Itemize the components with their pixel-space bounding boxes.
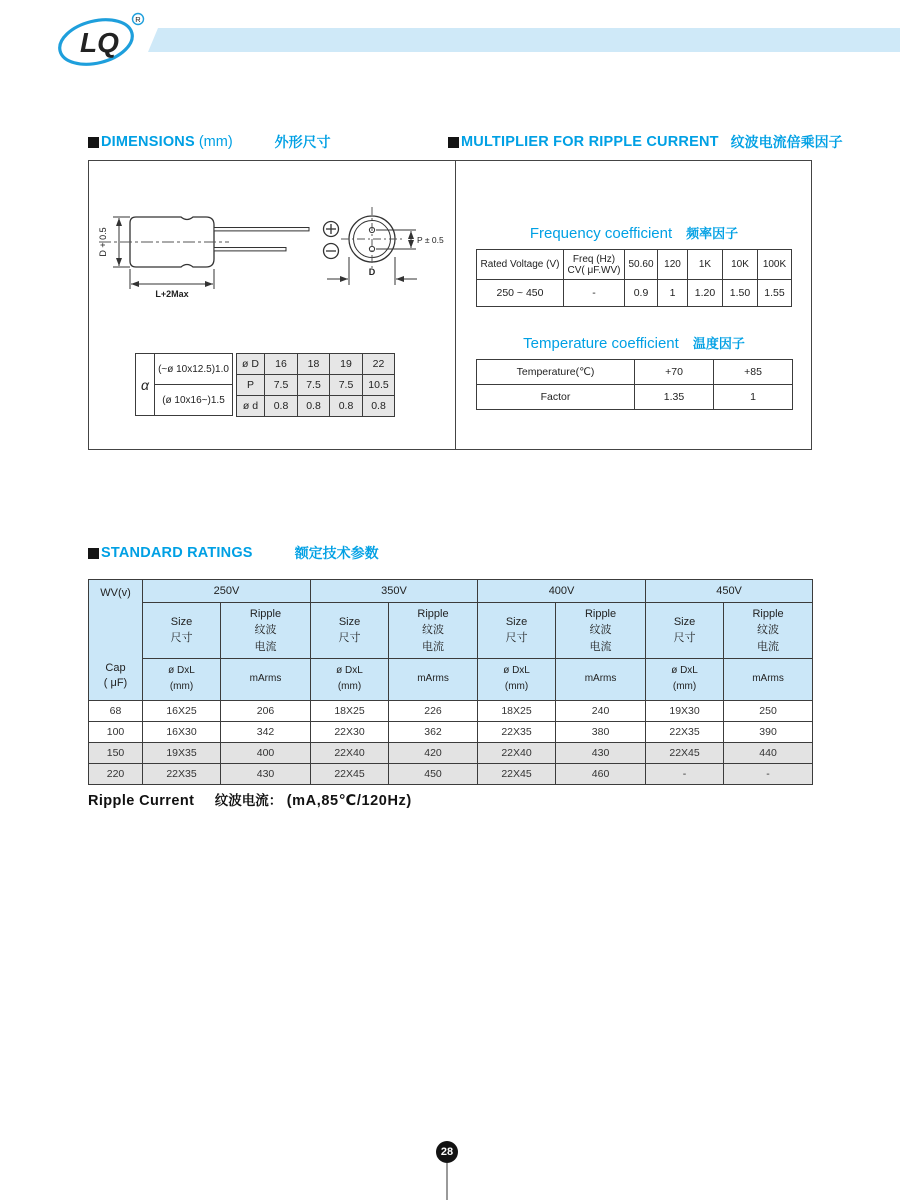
cap-value: 68 bbox=[89, 701, 143, 722]
voltage-group-header: 450V bbox=[646, 580, 813, 603]
marms-header: mArms bbox=[556, 658, 646, 700]
cell: (~ø 10x12.5)1.0 bbox=[155, 354, 233, 385]
cell: +85 bbox=[714, 360, 793, 385]
cell: 19X30 bbox=[646, 701, 724, 722]
ripple-en: Ripple bbox=[417, 607, 449, 620]
dxl-line1: ø DxL bbox=[168, 665, 195, 677]
cell: 250 bbox=[724, 701, 813, 722]
row-label: Temperature(℃) bbox=[477, 360, 635, 385]
registered-mark: R bbox=[135, 15, 141, 24]
col-header: 50.60 bbox=[625, 250, 658, 280]
square-bullet-icon bbox=[448, 137, 459, 148]
temperature-coefficient-title bbox=[476, 333, 792, 352]
ratings-title-cn: 额定技术参数 bbox=[294, 545, 379, 561]
wv-label: WV(v) bbox=[100, 587, 131, 599]
dimensions-multiplier-panel bbox=[88, 160, 812, 450]
ripple-cn1: 纹波 bbox=[254, 624, 277, 637]
col-header: 120 bbox=[658, 250, 688, 280]
ripple-en: Ripple bbox=[249, 607, 282, 620]
marms-header: mArms bbox=[389, 658, 478, 700]
frequency-coefficient-title bbox=[476, 223, 792, 242]
cell: 18 bbox=[298, 354, 330, 375]
size-header bbox=[143, 603, 221, 658]
voltage-group-header: 400V bbox=[478, 580, 646, 603]
dxl-line1: ø DxL bbox=[336, 665, 363, 677]
cell: 1.50 bbox=[723, 280, 758, 307]
cell: 22X30 bbox=[311, 722, 389, 743]
frequency-title-cn: 频率因子 bbox=[686, 226, 739, 241]
col-header: Rated Voltage (V) bbox=[477, 250, 564, 280]
table-row bbox=[89, 722, 813, 743]
cell: 22 bbox=[363, 354, 395, 375]
ripple-cn2: 电流 bbox=[589, 640, 612, 653]
row-label: ø d bbox=[237, 396, 265, 417]
cell: 450 bbox=[389, 764, 478, 785]
cell: - bbox=[646, 764, 724, 785]
alpha-coefficient-table bbox=[135, 353, 233, 416]
cell: 22X35 bbox=[646, 722, 724, 743]
cell: 0.8 bbox=[330, 396, 363, 417]
cap-value: 100 bbox=[89, 722, 143, 743]
cell: 1.55 bbox=[758, 280, 792, 307]
dxl-line1: ø DxL bbox=[503, 665, 530, 677]
cell: 206 bbox=[221, 701, 311, 722]
cell: 0.9 bbox=[625, 280, 658, 307]
cell: 10.5 bbox=[363, 375, 395, 396]
cell: 18X25 bbox=[478, 701, 556, 722]
cell: 7.5 bbox=[298, 375, 330, 396]
header-bar bbox=[148, 28, 900, 52]
panel-divider bbox=[455, 161, 456, 449]
dxl-header bbox=[311, 658, 389, 700]
cell: - bbox=[724, 764, 813, 785]
capacitor-lead-bottom bbox=[214, 248, 286, 251]
cell: 22X45 bbox=[311, 764, 389, 785]
col-header bbox=[564, 250, 625, 280]
multiplier-title-cn: 纹波电流倍乘因子 bbox=[730, 134, 843, 150]
cell: 0.8 bbox=[298, 396, 330, 417]
lead-dimension-table bbox=[236, 353, 395, 417]
multiplier-heading bbox=[448, 132, 843, 152]
col-header: 10K bbox=[723, 250, 758, 280]
ratings-heading bbox=[88, 543, 379, 563]
cell: 250 ~ 450 bbox=[477, 280, 564, 307]
cell: 16 bbox=[265, 354, 298, 375]
ratings-title: STANDARD RATINGS bbox=[101, 545, 253, 561]
cap-label bbox=[104, 661, 127, 691]
cell: 390 bbox=[724, 722, 813, 743]
square-bullet-icon bbox=[88, 548, 99, 559]
cell: 16X30 bbox=[143, 722, 221, 743]
ripple-cn1: 纹波 bbox=[757, 624, 780, 637]
logo-text: LQ bbox=[80, 27, 119, 58]
ripple-current-note bbox=[88, 789, 412, 810]
cell: 1.35 bbox=[635, 385, 714, 410]
cell: 226 bbox=[389, 701, 478, 722]
col-header: 1K bbox=[688, 250, 723, 280]
marms-header: mArms bbox=[221, 658, 311, 700]
size-header bbox=[311, 603, 389, 658]
size-en: Size bbox=[673, 615, 696, 628]
cell: 22X35 bbox=[143, 764, 221, 785]
frequency-title-en: Frequency coefficient bbox=[529, 225, 673, 242]
cap-line1: Cap bbox=[105, 662, 126, 675]
cell: +70 bbox=[635, 360, 714, 385]
cap-value: 220 bbox=[89, 764, 143, 785]
table-row bbox=[89, 764, 813, 785]
ripple-note-cn: 纹波电流： bbox=[214, 793, 283, 808]
ripple-header bbox=[221, 603, 311, 658]
table-row bbox=[89, 743, 813, 764]
voltage-group-header: 250V bbox=[143, 580, 311, 603]
cell: 22X40 bbox=[311, 743, 389, 764]
alpha-symbol: α bbox=[136, 354, 155, 416]
cell: 19 bbox=[330, 354, 363, 375]
cell: 7.5 bbox=[330, 375, 363, 396]
cell: 1.20 bbox=[688, 280, 723, 307]
wv-cap-header bbox=[89, 580, 143, 701]
cell: 400 bbox=[221, 743, 311, 764]
footer-divider-line bbox=[446, 1163, 448, 1200]
diameter-dimension-label: D + 0.5 bbox=[98, 227, 108, 257]
standard-ratings-table bbox=[88, 579, 813, 785]
cell: 22X45 bbox=[646, 743, 724, 764]
dxl-header bbox=[646, 658, 724, 700]
marms-header: mArms bbox=[724, 658, 813, 700]
col-header: 100K bbox=[758, 250, 792, 280]
freq-header-line1: Freq (Hz) bbox=[572, 253, 616, 265]
capacitor-lead-top bbox=[214, 228, 309, 231]
voltage-group-header: 350V bbox=[311, 580, 478, 603]
temperature-coefficient-table bbox=[476, 359, 793, 410]
dimensions-heading bbox=[88, 132, 331, 152]
ripple-header bbox=[556, 603, 646, 658]
cell: 240 bbox=[556, 701, 646, 722]
table-row bbox=[89, 701, 813, 722]
multiplier-title: MULTIPLIER FOR RIPPLE CURRENT bbox=[461, 134, 719, 150]
ripple-note-spec: (mA,85℃/120Hz) bbox=[286, 793, 412, 809]
size-en: Size bbox=[505, 615, 528, 628]
cell: 1 bbox=[658, 280, 688, 307]
dimensions-unit: (mm) bbox=[198, 134, 233, 150]
frequency-coefficient-table bbox=[476, 249, 792, 307]
ripple-cn1: 纹波 bbox=[422, 624, 445, 637]
cell: 22X40 bbox=[478, 743, 556, 764]
ripple-cn1: 纹波 bbox=[589, 624, 612, 637]
positive-polarity-icon bbox=[324, 222, 339, 237]
cell: 22X45 bbox=[478, 764, 556, 785]
temperature-title-cn: 温度因子 bbox=[692, 336, 745, 351]
cell: 0.8 bbox=[265, 396, 298, 417]
temperature-title-en: Temperature coefficient bbox=[523, 335, 679, 352]
dxl-line2: (mm) bbox=[337, 681, 362, 693]
size-cn: 尺寸 bbox=[170, 632, 193, 645]
cell: (ø 10x16~)1.5 bbox=[155, 385, 233, 416]
dxl-header bbox=[143, 658, 221, 700]
cell: 460 bbox=[556, 764, 646, 785]
cell: 362 bbox=[389, 722, 478, 743]
cell: 19X35 bbox=[143, 743, 221, 764]
square-bullet-icon bbox=[88, 137, 99, 148]
ripple-header bbox=[389, 603, 478, 658]
ripple-cn2: 电流 bbox=[422, 640, 445, 653]
size-header bbox=[646, 603, 724, 658]
cap-line2: ( μF) bbox=[103, 677, 128, 690]
cap-value: 150 bbox=[89, 743, 143, 764]
dxl-line2: (mm) bbox=[169, 681, 194, 693]
pitch-dimension-label: P ± 0.5 bbox=[417, 235, 444, 245]
cell: 1 bbox=[714, 385, 793, 410]
dimensions-title-cn: 外形尺寸 bbox=[274, 134, 331, 150]
size-cn: 尺寸 bbox=[673, 632, 696, 645]
capacitor-drawing bbox=[89, 161, 455, 351]
dxl-header bbox=[478, 658, 556, 700]
company-logo bbox=[46, 6, 150, 72]
cell: 342 bbox=[221, 722, 311, 743]
size-header bbox=[478, 603, 556, 658]
cell: 18X25 bbox=[311, 701, 389, 722]
ripple-header bbox=[724, 603, 813, 658]
ripple-en: Ripple bbox=[584, 607, 617, 620]
ripple-cn2: 电流 bbox=[254, 640, 277, 653]
row-label: P bbox=[237, 375, 265, 396]
freq-header-line2: CV( μF.WV) bbox=[567, 264, 621, 276]
ripple-note-en: Ripple Current bbox=[88, 793, 195, 809]
row-label: ø D bbox=[237, 354, 265, 375]
cell: 380 bbox=[556, 722, 646, 743]
ripple-cn2: 电流 bbox=[757, 640, 780, 653]
cell: 440 bbox=[724, 743, 813, 764]
size-cn: 尺寸 bbox=[505, 632, 528, 645]
cell: 22X35 bbox=[478, 722, 556, 743]
cell: - bbox=[564, 280, 625, 307]
dimensions-title: DIMENSIONS bbox=[101, 134, 195, 150]
cell: 420 bbox=[389, 743, 478, 764]
cell: 16X25 bbox=[143, 701, 221, 722]
size-en: Size bbox=[338, 615, 361, 628]
cell: 0.8 bbox=[363, 396, 395, 417]
ripple-en: Ripple bbox=[752, 607, 784, 620]
dxl-line2: (mm) bbox=[504, 681, 529, 693]
topview-diameter-label: D bbox=[368, 267, 376, 277]
negative-polarity-icon bbox=[324, 244, 339, 259]
size-cn: 尺寸 bbox=[338, 632, 361, 645]
row-label: Factor bbox=[477, 385, 635, 410]
cell: 430 bbox=[221, 764, 311, 785]
cell: 430 bbox=[556, 743, 646, 764]
size-en: Size bbox=[170, 615, 193, 628]
length-dimension-label: L+2Max bbox=[155, 289, 189, 299]
cell: 7.5 bbox=[265, 375, 298, 396]
dxl-line1: ø DxL bbox=[671, 665, 698, 677]
page-number-badge: 28 bbox=[436, 1141, 458, 1163]
dxl-line2: (mm) bbox=[672, 681, 697, 693]
